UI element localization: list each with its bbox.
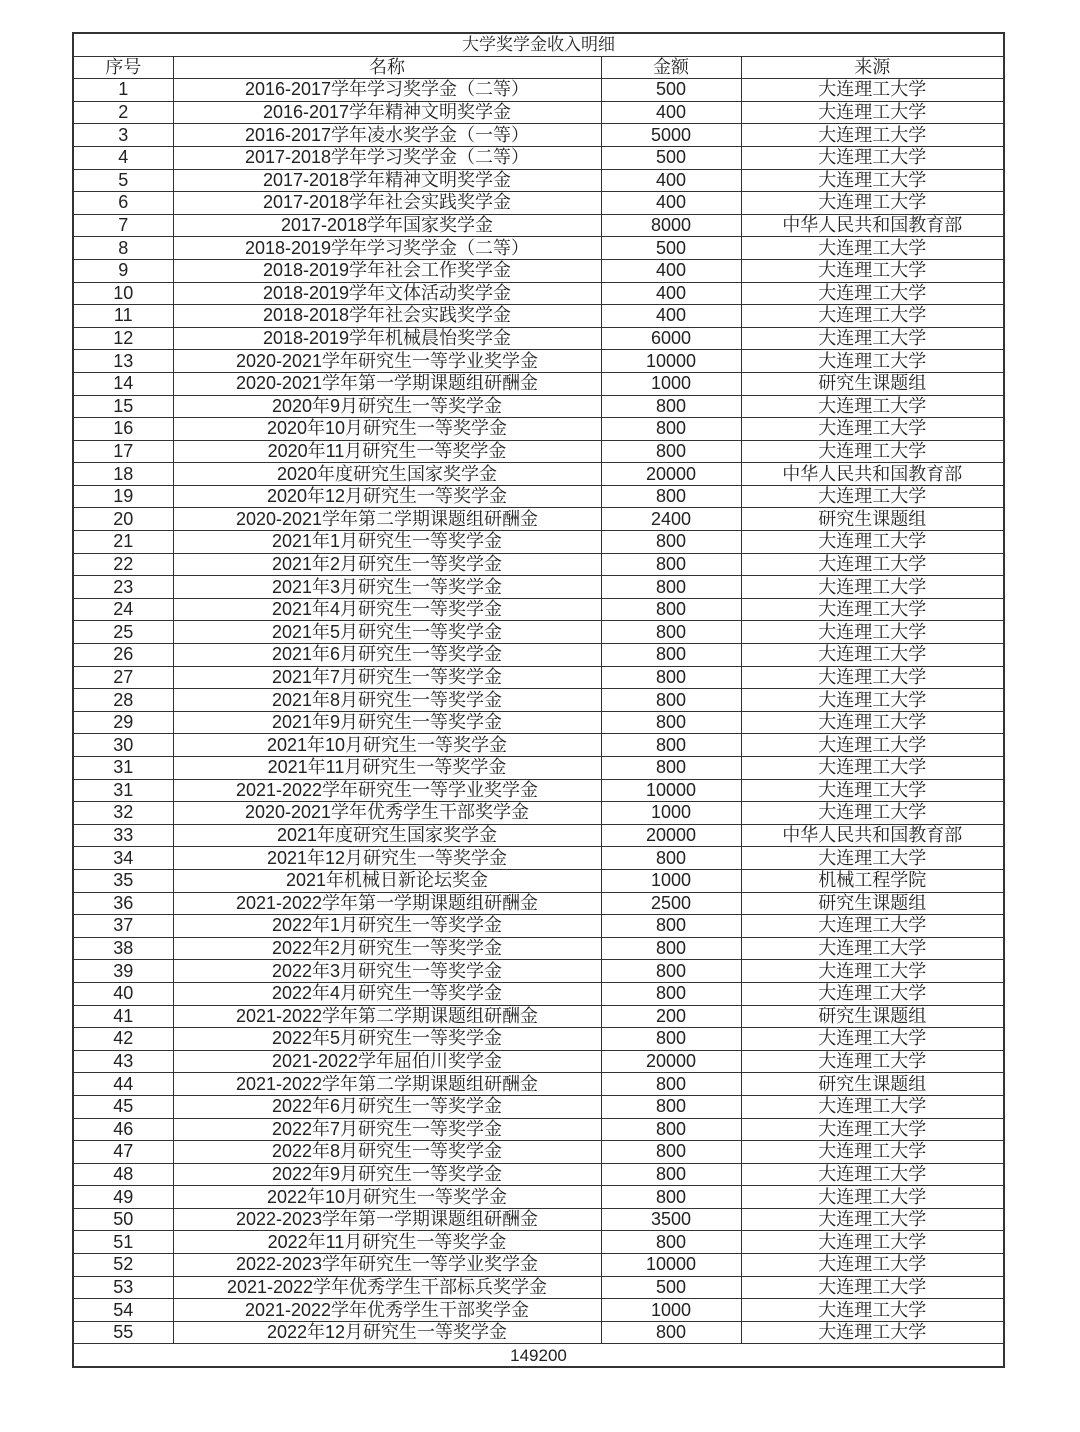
row-source: 大连理工大学	[741, 1095, 1004, 1118]
row-source: 大连理工大学	[741, 644, 1004, 667]
table-title: 大学奖学金收入明细	[73, 33, 1004, 56]
row-index: 13	[73, 350, 173, 373]
row-amount: 800	[601, 982, 741, 1005]
row-amount: 6000	[601, 327, 741, 350]
table-row	[73, 531, 1004, 554]
row-index: 16	[73, 418, 173, 441]
row-source: 大连理工大学	[741, 711, 1004, 734]
table-row	[73, 1095, 1004, 1118]
row-source: 大连理工大学	[741, 666, 1004, 689]
row-amount: 8000	[601, 214, 741, 237]
table-row	[73, 689, 1004, 712]
row-name: 2021-2022学年第二学期课题组研酬金	[173, 1073, 601, 1096]
row-amount: 800	[601, 1141, 741, 1164]
row-index: 15	[73, 395, 173, 418]
row-amount: 3500	[601, 1208, 741, 1231]
row-index: 44	[73, 1073, 173, 1096]
table-row	[73, 237, 1004, 260]
row-source: 大连理工大学	[741, 485, 1004, 508]
row-amount: 500	[601, 146, 741, 169]
row-source: 大连理工大学	[741, 79, 1004, 102]
row-source: 大连理工大学	[741, 305, 1004, 328]
row-index: 42	[73, 1028, 173, 1051]
row-source: 大连理工大学	[741, 1028, 1004, 1051]
row-name: 2022年11月研究生一等奖学金	[173, 1231, 601, 1254]
row-amount: 10000	[601, 779, 741, 802]
row-name: 2021年7月研究生一等奖学金	[173, 666, 601, 689]
table-row	[73, 282, 1004, 305]
row-name: 2021-2022学年第二学期课题组研酬金	[173, 1005, 601, 1028]
table-row	[73, 372, 1004, 395]
scholarship-table	[72, 32, 1005, 1368]
row-source: 大连理工大学	[741, 576, 1004, 599]
row-index: 27	[73, 666, 173, 689]
row-amount: 800	[601, 666, 741, 689]
row-amount: 800	[601, 576, 741, 599]
row-amount: 1000	[601, 372, 741, 395]
row-index: 33	[73, 824, 173, 847]
row-amount: 800	[601, 621, 741, 644]
row-source: 大连理工大学	[741, 847, 1004, 870]
row-index: 29	[73, 711, 173, 734]
row-index: 54	[73, 1299, 173, 1322]
table-row	[73, 463, 1004, 486]
row-amount: 10000	[601, 1254, 741, 1277]
table-row	[73, 259, 1004, 282]
row-index: 7	[73, 214, 173, 237]
table-row	[73, 1118, 1004, 1141]
table-row	[73, 192, 1004, 215]
row-source: 大连理工大学	[741, 757, 1004, 780]
row-name: 2022年5月研究生一等奖学金	[173, 1028, 601, 1051]
table-row	[73, 915, 1004, 938]
row-source: 大连理工大学	[741, 1208, 1004, 1231]
title-row	[73, 33, 1004, 56]
row-index: 38	[73, 937, 173, 960]
table-row	[73, 1141, 1004, 1164]
row-name: 2020-2021学年第二学期课题组研酬金	[173, 508, 601, 531]
row-amount: 1000	[601, 1299, 741, 1322]
row-source: 大连理工大学	[741, 802, 1004, 825]
row-index: 31	[73, 757, 173, 780]
row-amount: 800	[601, 485, 741, 508]
row-source: 大连理工大学	[741, 146, 1004, 169]
table-row	[73, 779, 1004, 802]
row-source: 大连理工大学	[741, 960, 1004, 983]
table-row	[73, 169, 1004, 192]
row-source: 大连理工大学	[741, 982, 1004, 1005]
table-row	[73, 711, 1004, 734]
row-source: 大连理工大学	[741, 915, 1004, 938]
row-index: 49	[73, 1186, 173, 1209]
row-index: 43	[73, 1050, 173, 1073]
table-row	[73, 508, 1004, 531]
row-name: 2022-2023学年研究生一等学业奖学金	[173, 1254, 601, 1277]
row-source: 大连理工大学	[741, 937, 1004, 960]
row-amount: 800	[601, 440, 741, 463]
row-index: 36	[73, 892, 173, 915]
row-name: 2021年1月研究生一等奖学金	[173, 531, 601, 554]
row-amount: 800	[601, 598, 741, 621]
row-amount: 800	[601, 553, 741, 576]
row-name: 2020年9月研究生一等奖学金	[173, 395, 601, 418]
row-name: 2022年7月研究生一等奖学金	[173, 1118, 601, 1141]
row-amount: 800	[601, 689, 741, 712]
row-index: 8	[73, 237, 173, 260]
row-name: 2017-2018学年学习奖学金（二等）	[173, 146, 601, 169]
table-row	[73, 1028, 1004, 1051]
row-index: 11	[73, 305, 173, 328]
row-amount: 800	[601, 1073, 741, 1096]
row-index: 5	[73, 169, 173, 192]
row-name: 2021年8月研究生一等奖学金	[173, 689, 601, 712]
table-row	[73, 485, 1004, 508]
table-row	[73, 576, 1004, 599]
table-row	[73, 395, 1004, 418]
row-name: 2021-2022学年研究生一等学业奖学金	[173, 779, 601, 802]
row-index: 41	[73, 1005, 173, 1028]
table-row	[73, 598, 1004, 621]
header-name: 名称	[173, 56, 601, 79]
row-amount: 800	[601, 395, 741, 418]
row-name: 2020年10月研究生一等奖学金	[173, 418, 601, 441]
row-amount: 400	[601, 169, 741, 192]
row-source: 大连理工大学	[741, 259, 1004, 282]
row-amount: 800	[601, 915, 741, 938]
row-source: 大连理工大学	[741, 779, 1004, 802]
row-amount: 1000	[601, 869, 741, 892]
table-row	[73, 734, 1004, 757]
row-amount: 800	[601, 1231, 741, 1254]
row-source: 大连理工大学	[741, 1276, 1004, 1299]
table-row	[73, 1073, 1004, 1096]
row-amount: 20000	[601, 824, 741, 847]
row-name: 2018-2019学年社会工作奖学金	[173, 259, 601, 282]
row-source: 大连理工大学	[741, 1321, 1004, 1344]
row-amount: 500	[601, 237, 741, 260]
row-source: 研究生课题组	[741, 372, 1004, 395]
row-name: 2018-2019学年机械晨怡奖学金	[173, 327, 601, 350]
row-amount: 2500	[601, 892, 741, 915]
row-source: 大连理工大学	[741, 395, 1004, 418]
row-name: 2021年9月研究生一等奖学金	[173, 711, 601, 734]
row-index: 55	[73, 1321, 173, 1344]
row-index: 40	[73, 982, 173, 1005]
row-index: 17	[73, 440, 173, 463]
table-row	[73, 1208, 1004, 1231]
row-name: 2016-2017学年精神文明奖学金	[173, 101, 601, 124]
table-row	[73, 101, 1004, 124]
row-amount: 400	[601, 305, 741, 328]
row-source: 大连理工大学	[741, 282, 1004, 305]
row-source: 研究生课题组	[741, 1005, 1004, 1028]
row-source: 大连理工大学	[741, 1254, 1004, 1277]
header-amount: 金额	[601, 56, 741, 79]
row-name: 2021年6月研究生一等奖学金	[173, 644, 601, 667]
table-row	[73, 327, 1004, 350]
row-name: 2021年10月研究生一等奖学金	[173, 734, 601, 757]
row-amount: 800	[601, 1186, 741, 1209]
row-amount: 20000	[601, 1050, 741, 1073]
table-row	[73, 621, 1004, 644]
row-source: 大连理工大学	[741, 531, 1004, 554]
total-row	[73, 1344, 1004, 1367]
row-amount: 800	[601, 418, 741, 441]
row-name: 2021年机械日新论坛奖金	[173, 869, 601, 892]
table-row	[73, 824, 1004, 847]
row-source: 大连理工大学	[741, 169, 1004, 192]
row-name: 2018-2019学年文体活动奖学金	[173, 282, 601, 305]
row-amount: 800	[601, 711, 741, 734]
row-name: 2021年4月研究生一等奖学金	[173, 598, 601, 621]
row-source: 机械工程学院	[741, 869, 1004, 892]
table-row	[73, 1186, 1004, 1209]
table-row	[73, 802, 1004, 825]
row-name: 2022年4月研究生一等奖学金	[173, 982, 601, 1005]
row-name: 2022年3月研究生一等奖学金	[173, 960, 601, 983]
row-amount: 400	[601, 101, 741, 124]
row-name: 2021年12月研究生一等奖学金	[173, 847, 601, 870]
row-index: 28	[73, 689, 173, 712]
table-row	[73, 146, 1004, 169]
row-index: 14	[73, 372, 173, 395]
row-index: 31	[73, 779, 173, 802]
row-index: 45	[73, 1095, 173, 1118]
row-index: 22	[73, 553, 173, 576]
row-amount: 800	[601, 1095, 741, 1118]
header-row	[73, 56, 1004, 79]
row-name: 2022-2023学年第一学期课题组研酬金	[173, 1208, 601, 1231]
row-name: 2020-2021学年研究生一等学业奖学金	[173, 350, 601, 373]
row-index: 18	[73, 463, 173, 486]
row-amount: 800	[601, 757, 741, 780]
row-source: 大连理工大学	[741, 440, 1004, 463]
row-amount: 800	[601, 960, 741, 983]
row-source: 大连理工大学	[741, 1231, 1004, 1254]
row-index: 2	[73, 101, 173, 124]
header-source: 来源	[741, 56, 1004, 79]
table-row	[73, 124, 1004, 147]
row-name: 2022年12月研究生一等奖学金	[173, 1321, 601, 1344]
row-index: 26	[73, 644, 173, 667]
row-source: 大连理工大学	[741, 237, 1004, 260]
row-amount: 800	[601, 1321, 741, 1344]
row-source: 中华人民共和国教育部	[741, 214, 1004, 237]
row-amount: 5000	[601, 124, 741, 147]
row-source: 大连理工大学	[741, 418, 1004, 441]
row-index: 48	[73, 1163, 173, 1186]
row-index: 19	[73, 485, 173, 508]
row-source: 大连理工大学	[741, 192, 1004, 215]
row-amount: 200	[601, 1005, 741, 1028]
total-amount: 149200	[73, 1344, 1004, 1367]
row-source: 大连理工大学	[741, 124, 1004, 147]
row-source: 研究生课题组	[741, 892, 1004, 915]
table-row	[73, 350, 1004, 373]
row-name: 2021-2022学年优秀学生干部标兵奖学金	[173, 1276, 601, 1299]
row-name: 2021-2022学年屈伯川奖学金	[173, 1050, 601, 1073]
row-source: 大连理工大学	[741, 1050, 1004, 1073]
table-row	[73, 1231, 1004, 1254]
row-name: 2016-2017学年学习奖学金（二等）	[173, 79, 601, 102]
row-amount: 400	[601, 259, 741, 282]
row-name: 2021年2月研究生一等奖学金	[173, 553, 601, 576]
table-row	[73, 666, 1004, 689]
row-amount: 800	[601, 1028, 741, 1051]
row-source: 大连理工大学	[741, 553, 1004, 576]
table-row	[73, 869, 1004, 892]
row-source: 大连理工大学	[741, 621, 1004, 644]
row-name: 2022年10月研究生一等奖学金	[173, 1186, 601, 1209]
row-index: 20	[73, 508, 173, 531]
table-row	[73, 960, 1004, 983]
row-source: 大连理工大学	[741, 1163, 1004, 1186]
row-source: 大连理工大学	[741, 1186, 1004, 1209]
row-source: 大连理工大学	[741, 327, 1004, 350]
row-source: 中华人民共和国教育部	[741, 824, 1004, 847]
row-amount: 800	[601, 734, 741, 757]
row-name: 2020-2021学年第一学期课题组研酬金	[173, 372, 601, 395]
row-name: 2021年5月研究生一等奖学金	[173, 621, 601, 644]
row-source: 中华人民共和国教育部	[741, 463, 1004, 486]
row-source: 大连理工大学	[741, 598, 1004, 621]
row-name: 2022年2月研究生一等奖学金	[173, 937, 601, 960]
row-amount: 800	[601, 1163, 741, 1186]
row-index: 24	[73, 598, 173, 621]
table-row	[73, 553, 1004, 576]
table-row	[73, 1163, 1004, 1186]
row-index: 35	[73, 869, 173, 892]
row-source: 大连理工大学	[741, 689, 1004, 712]
row-index: 4	[73, 146, 173, 169]
row-name: 2021-2022学年第一学期课题组研酬金	[173, 892, 601, 915]
row-name: 2021年11月研究生一等奖学金	[173, 757, 601, 780]
row-source: 大连理工大学	[741, 101, 1004, 124]
row-amount: 500	[601, 1276, 741, 1299]
row-amount: 1000	[601, 802, 741, 825]
row-amount: 800	[601, 644, 741, 667]
row-name: 2016-2017学年凌水奖学金（一等）	[173, 124, 601, 147]
row-index: 25	[73, 621, 173, 644]
row-source: 大连理工大学	[741, 1118, 1004, 1141]
row-index: 52	[73, 1254, 173, 1277]
header-index: 序号	[73, 56, 173, 79]
row-amount: 10000	[601, 350, 741, 373]
row-amount: 500	[601, 79, 741, 102]
row-index: 46	[73, 1118, 173, 1141]
row-name: 2018-2018学年社会实践奖学金	[173, 305, 601, 328]
row-index: 34	[73, 847, 173, 870]
row-index: 50	[73, 1208, 173, 1231]
row-name: 2017-2018学年社会实践奖学金	[173, 192, 601, 215]
row-name: 2022年1月研究生一等奖学金	[173, 915, 601, 938]
row-index: 6	[73, 192, 173, 215]
row-source: 大连理工大学	[741, 734, 1004, 757]
row-amount: 20000	[601, 463, 741, 486]
table-row	[73, 1299, 1004, 1322]
row-index: 10	[73, 282, 173, 305]
row-source: 大连理工大学	[741, 350, 1004, 373]
row-index: 30	[73, 734, 173, 757]
row-name: 2020年12月研究生一等奖学金	[173, 485, 601, 508]
table-row	[73, 1050, 1004, 1073]
row-name: 2018-2019学年学习奖学金（二等）	[173, 237, 601, 260]
table-row	[73, 305, 1004, 328]
table-row	[73, 418, 1004, 441]
row-index: 23	[73, 576, 173, 599]
row-amount: 800	[601, 937, 741, 960]
row-index: 37	[73, 915, 173, 938]
row-name: 2020年度研究生国家奖学金	[173, 463, 601, 486]
table-row	[73, 847, 1004, 870]
row-name: 2020-2021学年优秀学生干部奖学金	[173, 802, 601, 825]
table-row	[73, 1276, 1004, 1299]
row-source: 大连理工大学	[741, 1141, 1004, 1164]
table-row	[73, 982, 1004, 1005]
row-source: 研究生课题组	[741, 1073, 1004, 1096]
row-index: 9	[73, 259, 173, 282]
row-index: 51	[73, 1231, 173, 1254]
row-source: 大连理工大学	[741, 1299, 1004, 1322]
row-name: 2022年9月研究生一等奖学金	[173, 1163, 601, 1186]
row-name: 2017-2018学年精神文明奖学金	[173, 169, 601, 192]
row-amount: 400	[601, 192, 741, 215]
row-amount: 800	[601, 1118, 741, 1141]
row-index: 53	[73, 1276, 173, 1299]
row-name: 2021-2022学年优秀学生干部奖学金	[173, 1299, 601, 1322]
table-row	[73, 79, 1004, 102]
table-row	[73, 892, 1004, 915]
row-name: 2022年6月研究生一等奖学金	[173, 1095, 601, 1118]
row-name: 2017-2018学年国家奖学金	[173, 214, 601, 237]
table-row	[73, 757, 1004, 780]
row-index: 39	[73, 960, 173, 983]
row-amount: 2400	[601, 508, 741, 531]
table-row	[73, 214, 1004, 237]
row-index: 32	[73, 802, 173, 825]
row-amount: 400	[601, 282, 741, 305]
row-name: 2021年3月研究生一等奖学金	[173, 576, 601, 599]
row-index: 3	[73, 124, 173, 147]
table-row	[73, 644, 1004, 667]
row-index: 12	[73, 327, 173, 350]
row-name: 2021年度研究生国家奖学金	[173, 824, 601, 847]
table-row	[73, 440, 1004, 463]
row-amount: 800	[601, 531, 741, 554]
row-name: 2022年8月研究生一等奖学金	[173, 1141, 601, 1164]
table-row	[73, 1005, 1004, 1028]
row-name: 2020年11月研究生一等奖学金	[173, 440, 601, 463]
table-row	[73, 1254, 1004, 1277]
table-row	[73, 937, 1004, 960]
row-index: 47	[73, 1141, 173, 1164]
row-amount: 800	[601, 847, 741, 870]
table-row	[73, 1321, 1004, 1344]
row-index: 1	[73, 79, 173, 102]
row-index: 21	[73, 531, 173, 554]
row-source: 研究生课题组	[741, 508, 1004, 531]
